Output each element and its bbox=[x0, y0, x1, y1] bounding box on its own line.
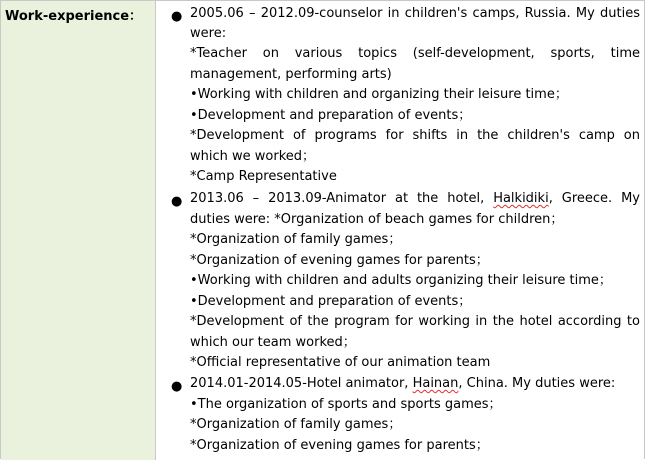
section-label: Work-experience： bbox=[5, 9, 143, 24]
entry-text: 2013.06 – 2013.09-Animator at the hotel, bbox=[190, 191, 494, 206]
entry-line bbox=[190, 374, 615, 394]
entry-line: *Official representative of our animation team bbox=[190, 355, 491, 370]
entry-line: which we worked； bbox=[190, 149, 316, 164]
entry-line: management, performing arts) bbox=[190, 67, 392, 82]
entry-line: •Working with children and adults organizing their leisure time； bbox=[190, 273, 612, 288]
entry-line: *Camp Representative bbox=[190, 169, 337, 184]
bullet-icon: ● bbox=[171, 194, 183, 209]
entry-line: •Development and preparation of events； bbox=[190, 108, 472, 123]
entry-line: •The organization of sports and sports games； bbox=[190, 397, 502, 412]
bullet-icon: ● bbox=[171, 9, 183, 24]
entry-text: , Greece. My bbox=[548, 191, 640, 206]
entry-line: *Development of the program for working in the hotel according to bbox=[190, 314, 640, 329]
spellcheck-word: Halkidiki bbox=[493, 191, 549, 206]
bullet-icon: ● bbox=[171, 379, 183, 394]
label-cell bbox=[1, 1, 156, 460]
spellcheck-word: Hainan bbox=[412, 376, 459, 391]
entry-text: , China. My duties were: bbox=[458, 376, 616, 391]
entry-line: which our team worked； bbox=[190, 335, 356, 350]
entry-line: duties were: *Organization of beach games for children； bbox=[190, 212, 564, 227]
entry-line: 2005.06 – 2012.09-counselor in children's camps, Russia. My duties bbox=[190, 6, 640, 21]
entry-line: •Development and preparation of events； bbox=[190, 294, 472, 309]
entry-line: were: bbox=[190, 26, 227, 41]
entry-line: *Teacher on various topics (self-development, sports, time bbox=[190, 46, 640, 61]
entry-line: *Organization of evening games for parents； bbox=[190, 253, 489, 268]
entry-line: *Development of programs for shifts in the children's camp on bbox=[190, 128, 640, 143]
entry-line: *Organization of evening games for parents； bbox=[190, 438, 489, 453]
entry-line: •Working with children and organizing their leisure time； bbox=[190, 87, 568, 102]
content-cell bbox=[157, 1, 646, 460]
entry-text: 2014.01-2014.05-Hotel animator, bbox=[190, 376, 413, 391]
entry-line bbox=[190, 189, 640, 209]
entry-line: *Organization of family games； bbox=[190, 417, 402, 432]
entry-line: *Organization of family games； bbox=[190, 232, 402, 247]
